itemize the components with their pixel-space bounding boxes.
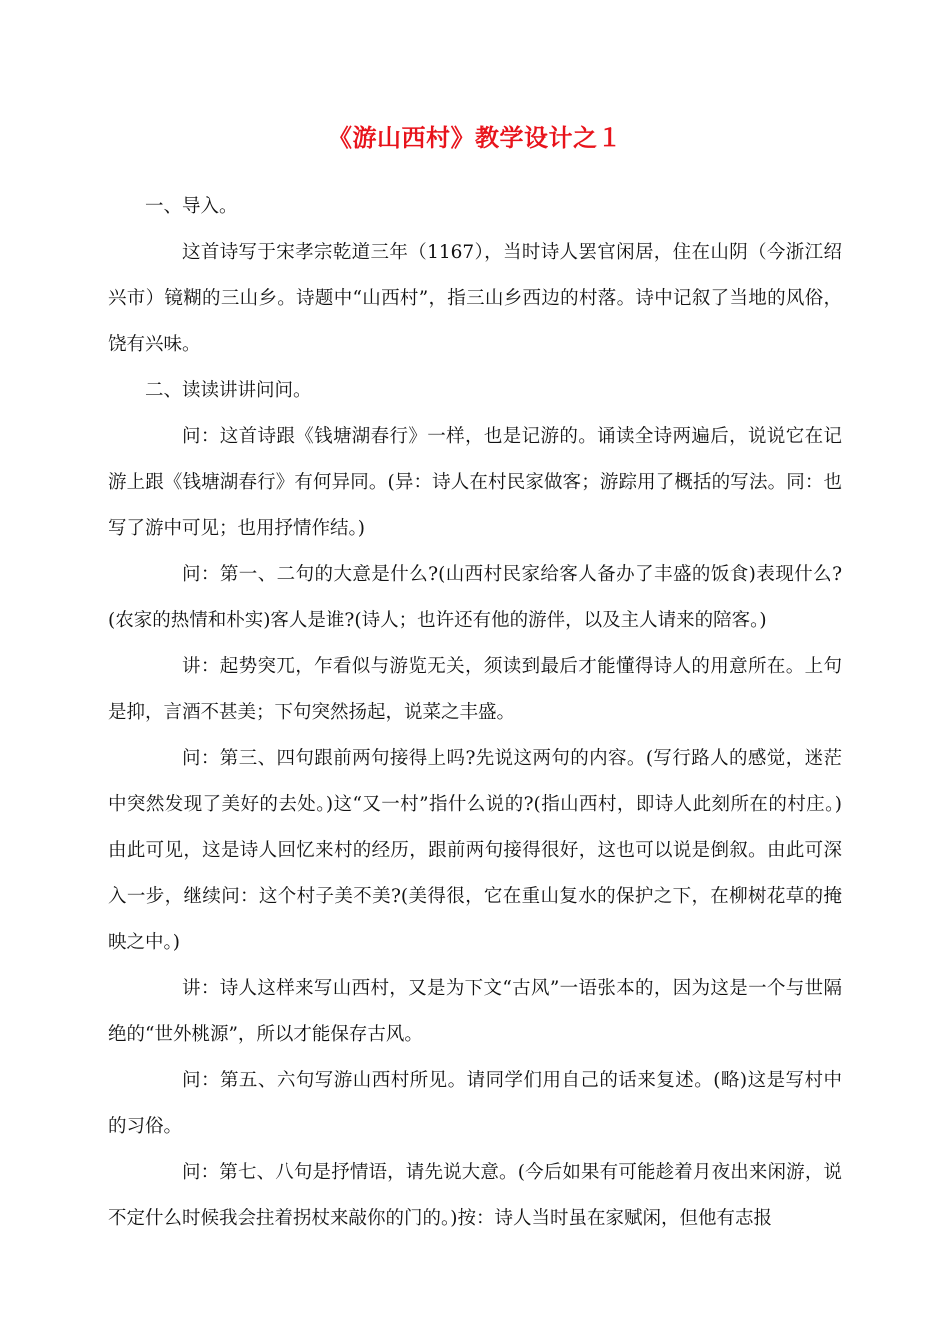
document-body (108, 184, 842, 1242)
paragraph-question-lines-5-6: 问：第五、六句写游山西村所见。请同学们用自己的话来复述。(略)这是写村中的习俗。 (108, 1070, 842, 1137)
paragraph-question-compare: 问：这首诗跟《钱塘湖春行》一样，也是记游的。诵读全诗两遍后，说说它在记游上跟《钱塘湖春行》有何异同。(异：诗人在村民家做客；游踪用了概括的写法。同：也写了游中可见；也用抒情作结。) (108, 426, 842, 539)
paragraph-question-lines-1-2: 问：第一、二句的大意是什么?(山西村民家给客人备办了丰盛的饭食)表现什么?(农家的热情和朴实)客人是谁?(诗人；也许还有他的游伴，以及主人请来的陪客。) (108, 564, 842, 631)
paragraph-explain-lines-1-2: 讲：起势突兀，乍看似与游览无关，须读到最后才能懂得诗人的用意所在。上句是抑，言酒不甚美；下句突然扬起，说菜之丰盛。 (108, 656, 842, 723)
paragraph-question-lines-7-8: 问：第七、八句是抒情语，请先说大意。(今后如果有可能趁着月夜出来闲游，说不定什么时候我会拄着拐杖来敲你的门的。)按：诗人当时虽在家赋闲，但他有志报 (108, 1162, 842, 1229)
section-heading-intro: 一、导入。 (145, 196, 238, 217)
paragraph-question-lines-3-4: 问：第三、四句跟前两句接得上吗?先说这两句的内容。(写行路人的感觉，迷茫中突然发现了美好的去处。)这“又一村”指什么说的?(指山西村，即诗人此刻所在的村庄。)由此可见，这是诗人回忆来村的经历，跟前两句接得很好，这也可以说是倒叙。由此可深入一步，继续问：这个村子美不美?(美得很，它在重山复水的保护之下，在柳树花草的掩映之中。) (108, 748, 842, 953)
document-title: 《游山西村》教学设计之１ (328, 123, 622, 152)
paragraph-background: 这首诗写于宋孝宗乾道三年（1167），当时诗人罢官闲居，住在山阴（今浙江绍兴市）镜糊的三山乡。诗题中“山西村”，指三山乡西边的村落。诗中记叙了当地的风俗，饶有兴味。 (108, 242, 842, 355)
paragraph-explain-ancient-custom: 讲：诗人这样来写山西村，又是为下文“古风”一语张本的，因为这是一个与世隔绝的“世外桃源”，所以才能保存古风。 (108, 978, 842, 1045)
section-heading-read-discuss: 二、读读讲讲问问。 (145, 380, 312, 401)
